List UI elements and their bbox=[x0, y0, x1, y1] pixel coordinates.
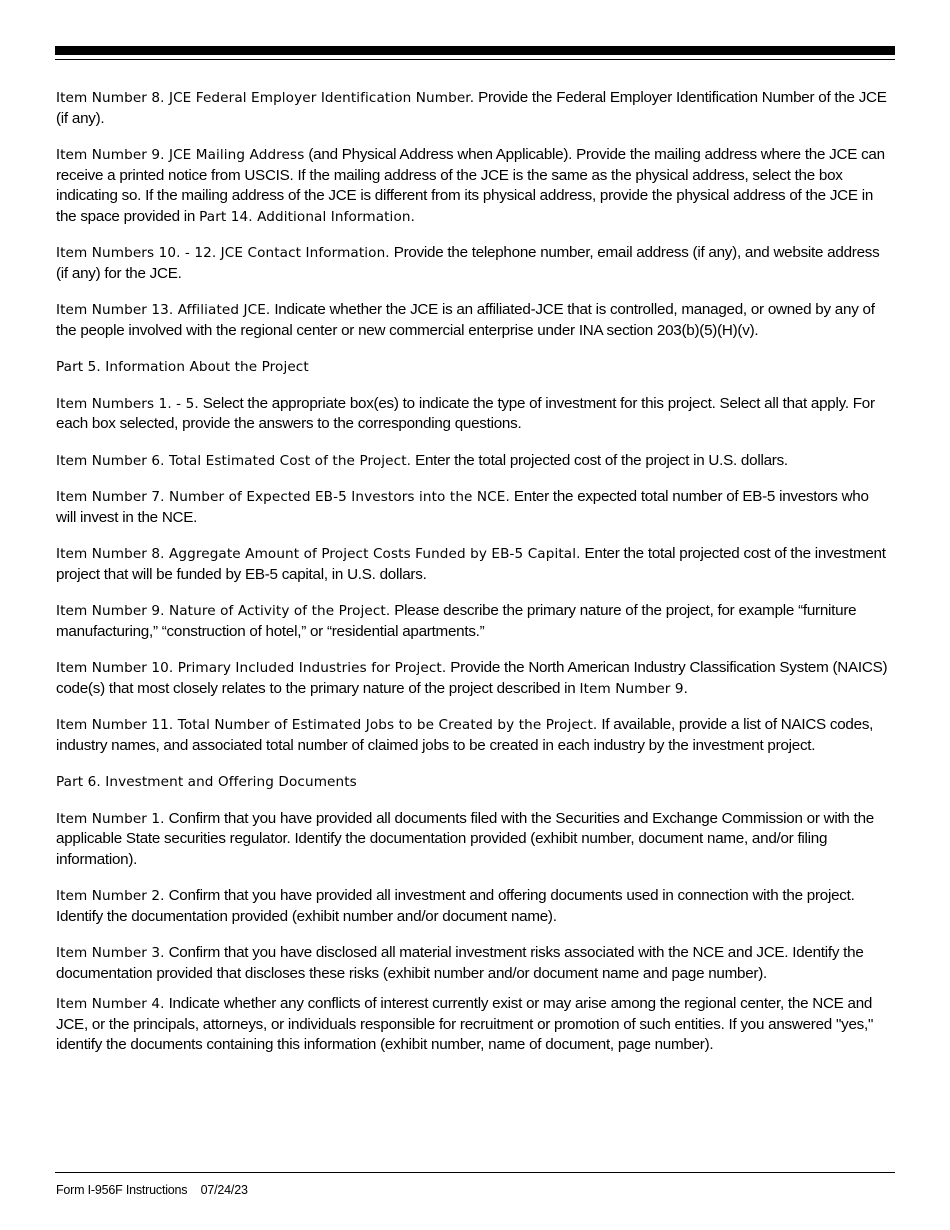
item-reference-tail: . bbox=[683, 679, 688, 697]
instruction-item bbox=[56, 809, 890, 871]
page-footer bbox=[56, 1183, 248, 1197]
item-text: (and Physical Address when Applicable). Provide the mailing address where the JCE can receive a printed notice from USCIS. If the mailing address of the JCE is the same as the physical address, select the box indicating so. If the mailing address of the JCE is different from its physical address, provide the physical address of the JCE in the space provided in bbox=[56, 146, 885, 225]
item-label: Item Number 6. Total Estimated Cost of the Project. bbox=[56, 452, 412, 469]
item-text: Confirm that you have provided all investment and offering documents used in connection with the project. Identify the documentation provided (exhibit number and/or document name). bbox=[56, 887, 855, 925]
item-text: Indicate whether any conflicts of interest currently exist or may arise among the regional center, the NCE and JCE, or the principals, attorneys, or individuals responsible for recruitment or promotion of such entities. If you answered "yes," identify the documents containing this information (exhibit number, name of document, page number). bbox=[56, 995, 874, 1053]
item-text: Enter the expected total number of EB-5 investors who will invest in the NCE. bbox=[56, 488, 869, 526]
item-text: Please describe the primary nature of the project, for example “furniture manufacturing,” “construction of hotel,” or “residential apartments.” bbox=[56, 602, 857, 640]
footer-form-name: Form I-956F Instructions bbox=[56, 1183, 188, 1197]
item-text: Select the appropriate box(es) to indicate the type of investment for this project. Select all that apply. For each box selected, provide the answers to the corresponding questions. bbox=[56, 394, 875, 432]
item-text: If available, provide a list of NAICS codes, industry names, and associated total number of claimed jobs to be created in each industry by the investment project. bbox=[56, 716, 874, 754]
instruction-item bbox=[56, 394, 890, 435]
item-text: Confirm that you have disclosed all material investment risks associated with the NCE and JCE. Identify the documentation provided that discloses these risks (exhibit number and/or document name and page number). bbox=[56, 944, 864, 982]
item-label: Item Number 8. JCE Federal Employer Identification Number. bbox=[56, 90, 475, 106]
item-reference-tail: . bbox=[410, 207, 415, 225]
header-thin-rule bbox=[55, 59, 895, 60]
item-label: Item Number 13. Affiliated JCE. bbox=[56, 302, 271, 318]
item-label: Item Number 3. bbox=[56, 945, 165, 961]
item-label: Item Number 4. bbox=[56, 996, 165, 1012]
footer-rule bbox=[55, 1172, 895, 1173]
instruction-item bbox=[56, 451, 890, 472]
instruction-item bbox=[56, 544, 890, 585]
item-text: Enter the total projected cost of the project in U.S. dollars. bbox=[415, 451, 788, 469]
instruction-item bbox=[56, 300, 890, 341]
item-text: Confirm that you have provided all documents filed with the Securities and Exchange Commission or with the applicable State securities regulator. Identify the documentation provided (exhibit number, document name, and/or filing information). bbox=[56, 809, 874, 868]
item-text: Enter the total projected cost of the investment project that will be funded by EB-5 capital, in U.S. dollars. bbox=[56, 545, 886, 583]
item-label: Item Number 8. Aggregate Amount of Project Costs Funded by EB-5 Capital. bbox=[56, 546, 581, 562]
item-text: Indicate whether the JCE is an affiliated-JCE that is controlled, managed, or owned by any of the people involved with the regional center or new commercial enterprise under INA section 203(b)(5)(H)(v). bbox=[56, 301, 875, 339]
footer-edition-date: 07/24/23 bbox=[200, 1183, 248, 1197]
item-label: Item Number 9. Nature of Activity of the Project. bbox=[56, 603, 391, 619]
item-label: Item Number 11. Total Number of Estimated Jobs to be Created by the Project. bbox=[56, 717, 598, 733]
item-label: Item Number 2. bbox=[56, 888, 165, 904]
instruction-item bbox=[56, 145, 890, 227]
item-label: Item Number 9. JCE Mailing Address bbox=[56, 147, 305, 163]
instruction-item bbox=[56, 243, 890, 284]
item-label: Item Number 7. Number of Expected EB-5 Investors into the NCE. bbox=[56, 489, 510, 505]
item-label: Item Number 10. Primary Included Industries for Project. bbox=[56, 660, 447, 676]
instruction-item bbox=[56, 601, 890, 642]
item-reference: Part 14. Additional Information bbox=[199, 208, 411, 225]
section-heading: Part 6. Investment and Offering Documents bbox=[56, 774, 357, 790]
item-text: Provide the North American Industry Classification System (NAICS) code(s) that most closely relates to the primary nature of the project described in bbox=[56, 659, 888, 697]
instruction-item bbox=[56, 88, 890, 129]
item-text: Provide the Federal Employer Identification Number of the JCE (if any). bbox=[56, 89, 887, 127]
instruction-item bbox=[56, 658, 890, 699]
instruction-item bbox=[56, 487, 890, 528]
item-label: Item Numbers 1. - 5. bbox=[56, 395, 199, 412]
instruction-item bbox=[56, 886, 890, 927]
instruction-item bbox=[56, 994, 890, 1056]
instruction-item bbox=[56, 715, 890, 756]
instructions-body bbox=[56, 88, 890, 1072]
section-heading: Part 5. Information About the Project bbox=[56, 359, 309, 375]
item-reference: Item Number 9 bbox=[579, 680, 684, 697]
instruction-item bbox=[56, 943, 890, 984]
item-label: Item Numbers 10. - 12. JCE Contact Information. bbox=[56, 245, 390, 261]
header-thick-rule bbox=[55, 46, 895, 55]
item-text: Provide the telephone number, email address (if any), and website address (if any) for the JCE. bbox=[56, 244, 880, 282]
item-label: Item Number 1. bbox=[56, 810, 165, 827]
